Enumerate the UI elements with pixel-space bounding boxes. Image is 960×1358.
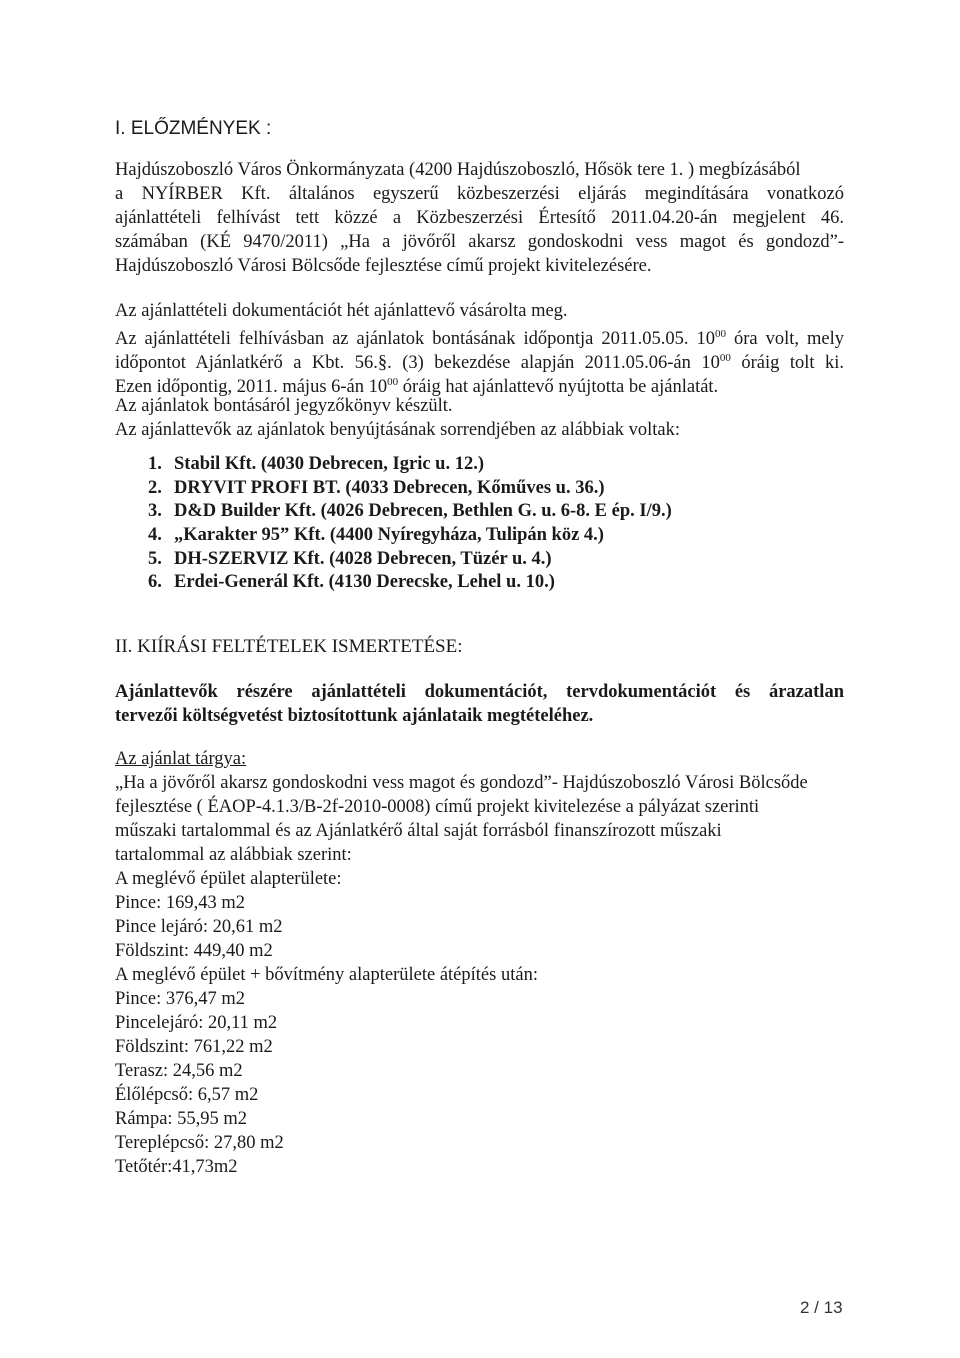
subject-line: „Ha a jövőről akarsz gondoskodni vess magot és gondozd”- Hajdúszoboszló Városi Bölcsőde — [115, 773, 808, 793]
area-line: Földszint: 761,22 m2 — [115, 1037, 273, 1057]
area-line: Pince: 376,47 m2 — [115, 989, 246, 1009]
list-item: 1. Stabil Kft. (4030 Debrecen, Igric u. 12.) — [148, 454, 485, 474]
subject-line: A meglévő épület + bővítmény alapterülete átépítés után: — [115, 965, 538, 985]
list-item: 2. DRYVIT PROFI BT. (4033 Debrecen, Kőműves u. 36.) — [148, 477, 605, 498]
provided-docs-line-2: tervezői költségvetést biztosítottunk ajánlataik megtételéhez. — [115, 706, 594, 726]
bidders-intro-text: Az ajánlattevők az ajánlatok benyújtásának sorrendjében az alábbiak voltak: — [115, 420, 681, 440]
area-line: Pincelejáró: 20,11 m2 — [115, 1013, 278, 1033]
bidders-list — [148, 454, 672, 596]
subject-line: fejlesztése ( ÉAOP-4.1.3/B-2f-2010-0008) című projekt kivitelezése a pályázat szerinti — [115, 797, 760, 817]
area-line: Terasz: 24,56 m2 — [115, 1061, 243, 1081]
area-line: Tereplépcső: 27,80 m2 — [115, 1133, 284, 1153]
intro-line-1: Hajdúszoboszló Város Önkormányzata (4200 Hajdúszoboszló, Hősök tere 1. ) megbízásából — [115, 160, 801, 180]
intro-line-3: ajánlattételi felhívást tett közzé a Közbeszerzési Értesítő 2011.04.20-án megjelent 46. — [115, 208, 844, 228]
area-line: Tetőtér:41,73m2 — [115, 1157, 238, 1177]
intro-line-5: Hajdúszoboszló Városi Bölcsőde fejlesztése című projekt kivitelezésére. — [115, 256, 652, 276]
minutes-text: Az ajánlatok bontásáról jegyzőkönyv készült. — [115, 396, 453, 416]
subject-line: tartalommal az alábbiak szerint: — [115, 845, 352, 865]
extension-text: időpontot Ajánlatkérő a Kbt. 56.§. (3) bekezdése alapján 2011.05.06-án $10^{00}$ óráig tolt ki. — [115, 352, 844, 374]
list-item: 3. D&D Builder Kft. (4026 Debrecen, Bethlen G. u. 6-8. E ép. I/9.) — [148, 501, 672, 522]
section-2-title: II. KIÍRÁSI FELTÉTELEK ISMERTETÉSE: — [115, 636, 463, 657]
opening-date-text: Az ajánlattételi felhívásban az ajánlatok bontásának időpontja 2011.05.05. $10^{00}$ óra volt, mely — [115, 328, 844, 350]
submission-text: Ezen időpontig, 2011. május 6-án $10^{00}$ óráig hat ajánlattevő nyújtotta be ajánlatát. — [115, 376, 719, 398]
section-1-title: I. ELŐZMÉNYEK : — [115, 118, 272, 139]
list-item: 4. „Karakter 95” Kft. (4400 Nyíregyháza, Tulipán köz 4.) — [148, 525, 604, 546]
page-number: 2 / 13 — [800, 1298, 843, 1317]
intro-line-2: a NYÍRBER Kft. általános egyszerű közbeszerzési eljárás megindítására vonatkozó — [115, 184, 844, 204]
area-line: Élőlépcső: 6,57 m2 — [115, 1085, 259, 1105]
area-line: Pince lejáró: 20,61 m2 — [115, 917, 283, 937]
docs-purchased-text: Az ajánlattételi dokumentációt hét ajánlattevő vásárolta meg. — [115, 301, 568, 321]
list-item: 6. Erdei-Generál Kft. (4130 Derecske, Lehel u. 10.) — [148, 572, 555, 593]
subject-line: A meglévő épület alapterülete: — [115, 869, 342, 889]
area-line: Rámpa: 55,95 m2 — [115, 1109, 248, 1129]
intro-line-4: számában (KÉ 9470/2011) „Ha a jövőről akarsz gondoskodni vess magot és gondozd”- — [115, 232, 844, 252]
subject-line: műszaki tartalommal és az Ajánlatkérő által saját forrásból finanszírozott műszaki — [115, 821, 722, 841]
list-item: 5. DH-SZERVIZ Kft. (4028 Debrecen, Tüzér u. 4.) — [148, 548, 552, 569]
subject-heading: Az ajánlat tárgya: — [115, 749, 247, 769]
provided-docs-line-1: Ajánlattevők részére ajánlattételi dokumentációt, tervdokumentációt és árazatlan — [115, 682, 844, 702]
area-line: Földszint: 449,40 m2 — [115, 941, 273, 961]
area-line: Pince: 169,43 m2 — [115, 893, 246, 913]
